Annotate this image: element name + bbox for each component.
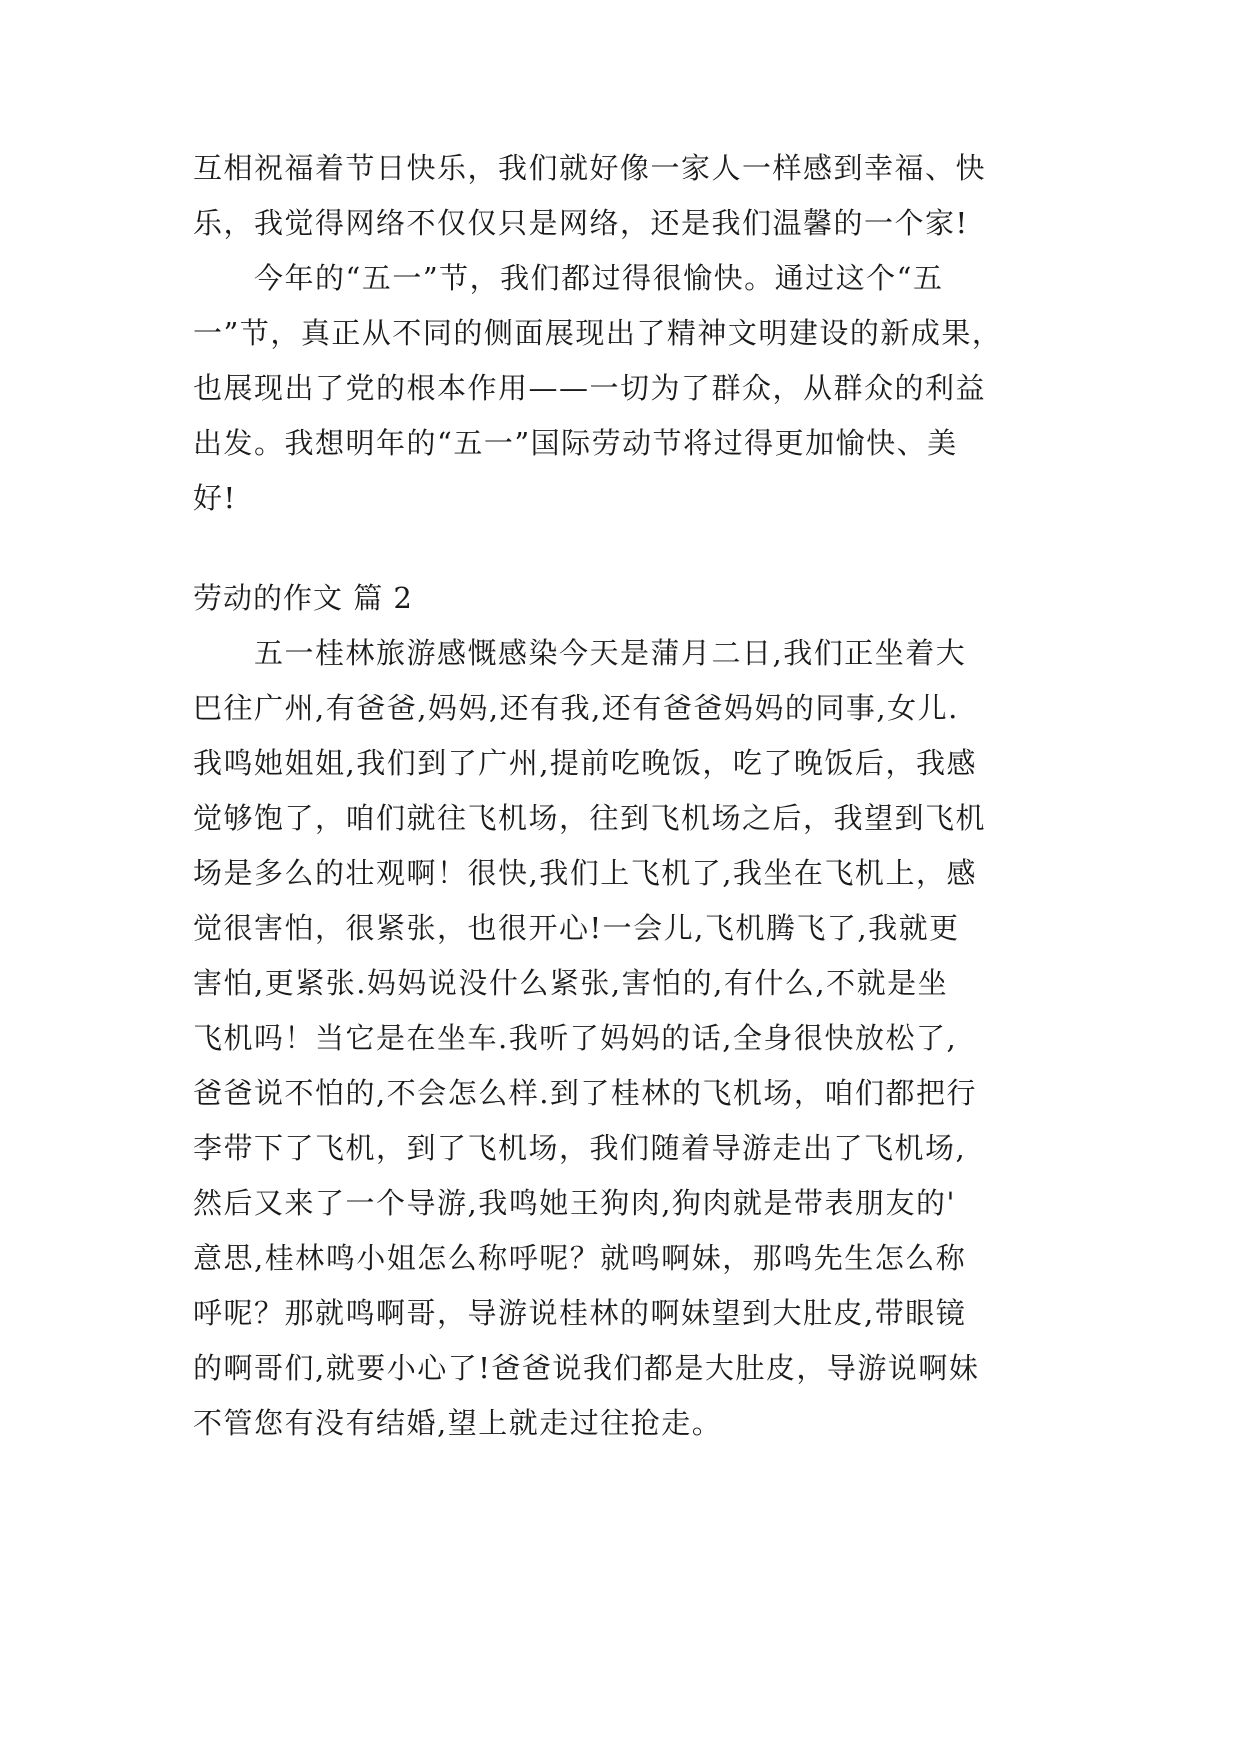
paragraph-line: 五一桂林旅游感慨感染今天是蒲月二日,我们正坐着大	[193, 636, 967, 670]
paragraph-line: 不管您有没有结婚,望上就走过往抢走。	[193, 1406, 723, 1440]
paragraph-line: 爸爸说不怕的,不会怎么样.到了桂林的飞机场，咱们都把行	[193, 1076, 977, 1110]
paragraph-line: 也展现出了党的根本作用——一切为了群众，从群众的利益	[193, 371, 987, 405]
paragraph-line: 意思,桂林鸣小姐怎么称呼呢？就鸣啊妹，那鸣先生怎么称	[193, 1241, 967, 1275]
paragraph-line: 我鸣她姐姐,我们到了广州,提前吃晚饭，吃了晚饭后，我感	[193, 746, 977, 780]
paragraph-line: 觉够饱了，咱们就往飞机场，往到飞机场之后，我望到飞机	[193, 801, 987, 835]
paragraph-line: 飞机吗！当它是在坐车.我听了妈妈的话,全身很快放松了,	[193, 1021, 958, 1055]
paragraph-line: 出发。我想明年的“五一”国际劳动节将过得更加愉快、美	[193, 426, 958, 460]
paragraph-line: 的啊哥们,就要小心了!爸爸说我们都是大肚皮，导游说啊妹	[193, 1351, 980, 1385]
paragraph-line: 互相祝福着节日快乐，我们就好像一家人一样感到幸福、快	[193, 151, 987, 185]
paragraph-line: 然后又来了一个导游,我鸣她王狗肉,狗肉就是带表朋友的'	[193, 1186, 956, 1220]
paragraph-line: 害怕,更紧张.妈妈说没什么紧张,害怕的,有什么,不就是坐	[193, 966, 949, 1000]
paragraph-line: 巴往广州,有爸爸,妈妈,还有我,还有爸爸妈妈的同事,女儿.	[193, 691, 959, 725]
paragraph-line: 李带下了飞机，到了飞机场，我们随着导游走出了飞机场,	[193, 1131, 967, 1165]
paragraph-line: 乐，我觉得网络不仅仅只是网络，还是我们温馨的一个家!	[193, 206, 969, 240]
paragraph-line: 今年的“五一”节，我们都过得很愉快。通过这个“五	[193, 261, 944, 295]
paragraph-line: 觉很害怕，很紧张，也很开心!一会儿,飞机腾飞了,我就更	[193, 911, 960, 945]
paragraph-line: 好!	[193, 481, 237, 515]
section-heading: 劳动的作文 篇 2	[193, 581, 413, 615]
paragraph-line: 呼呢？那就鸣啊哥，导游说桂林的啊妹望到大肚皮,带眼镜	[193, 1296, 967, 1330]
paragraph-line: 场是多么的壮观啊！很快,我们上飞机了,我坐在飞机上，感	[193, 856, 977, 890]
paragraph-line: 一”节，真正从不同的侧面展现出了精神文明建设的新成果，	[193, 316, 1003, 350]
